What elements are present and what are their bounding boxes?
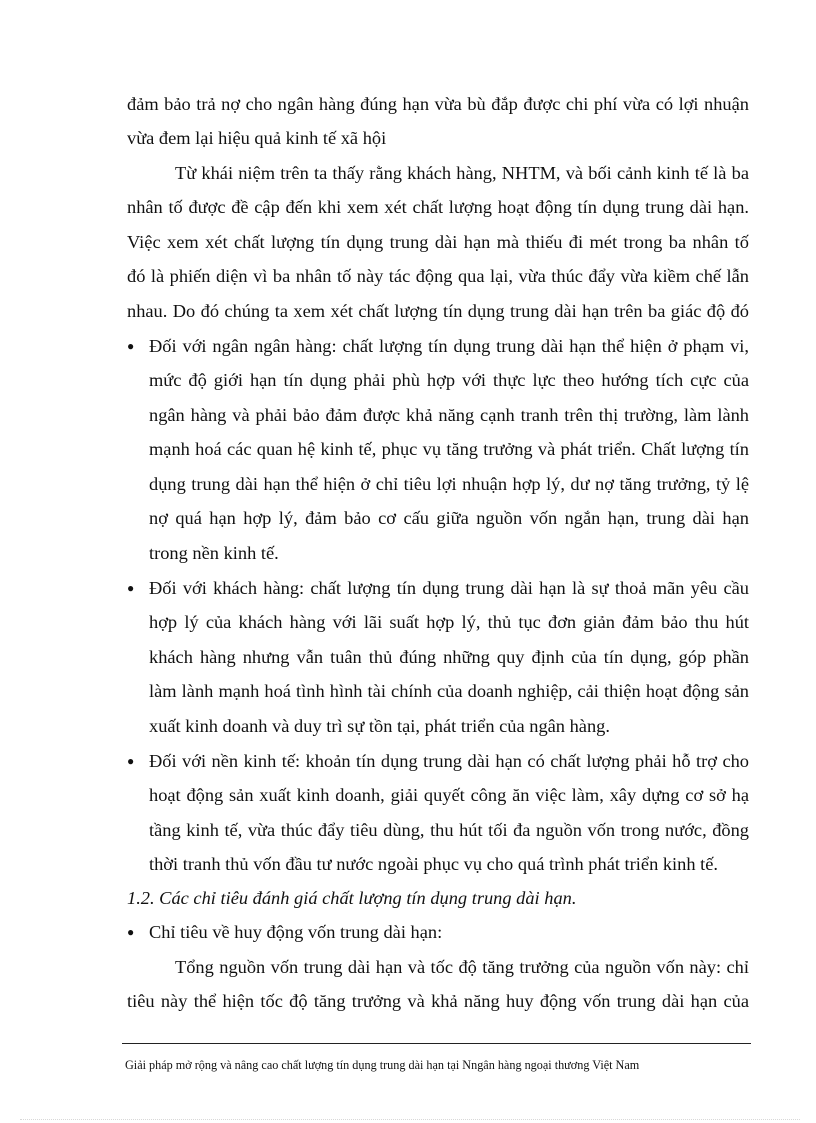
footer-divider (122, 1043, 751, 1044)
bullet-line: trong nền kinh tế. (149, 543, 279, 563)
bullet-line: dụng trung dài hạn thể hiện ở chỉ tiêu lợi nhuận hợp lý, dư nợ tăng trưởng, tỷ lệ (149, 474, 749, 494)
bullet-line: xuất kinh doanh và duy trì sự tồn tại, phát triển của ngân hàng. (149, 716, 610, 736)
paragraph-line: nhau. Do đó chúng ta xem xét chất lượng tín dụng trung dài hạn trên ba giác độ đó (127, 301, 749, 321)
bullet-line: Đối với nền kinh tế: khoản tín dụng trung dài hạn có chất lượng phải hỗ trợ cho (149, 751, 749, 771)
paragraph-line: Việc xem xét chất lượng tín dụng trung dài hạn mà thiếu đi mét trong ba nhân tố (127, 232, 749, 252)
bullet-marker: ● (127, 754, 135, 768)
bullet-line: thời tranh thủ vốn đầu tư nước ngoài phục vụ cho quá trình phát triển kinh tế. (149, 854, 719, 874)
bullet-marker: ● (127, 339, 135, 353)
bullet-marker: ● (127, 581, 135, 595)
paragraph-line: Từ khái niệm trên ta thấy rằng khách hàng, NHTM, và bối cảnh kinh tế là ba (175, 163, 749, 183)
paragraph-line: Tổng nguồn vốn trung dài hạn và tốc độ tăng trưởng của nguồn vốn này: chỉ (175, 957, 749, 977)
bullet-marker: ● (127, 925, 135, 939)
page-edge (20, 1119, 800, 1120)
bullet-line: mức độ giới hạn tín dụng phải phù hợp với thực lực theo hướng tích cực của (149, 370, 749, 390)
bullet-line: Đối với khách hàng: chất lượng tín dụng trung dài hạn là sự thoả mãn yêu cầu (149, 578, 749, 598)
paragraph-line: đảm bảo trả nợ cho ngân hàng đúng hạn vừa bù đắp được chi phí vừa có lợi nhuận (127, 94, 749, 114)
bullet-line: hợp lý của khách hàng với lãi suất hợp lý, thủ tục đơn giản đảm bảo thu hút (149, 612, 749, 632)
paragraph-line: đó là phiến diện vì ba nhân tố này tác động qua lại, vừa thúc đẩy vừa kiềm chế lẫn (127, 266, 749, 286)
paragraph-line: tiêu này thể hiện tốc độ tăng trưởng và khả năng huy động vốn trung dài hạn của (127, 991, 749, 1011)
bullet-line: mạnh hoá các quan hệ kinh tế, phục vụ tăng trưởng và phát triển. Chất lượng tín (149, 439, 749, 459)
bullet-line: làm lành mạnh hoá tình hình tài chính của doanh nghiệp, cải thiện hoạt động sản (149, 681, 749, 701)
sub-bullet-text: Chỉ tiêu về huy động vốn trung dài hạn: (149, 922, 443, 942)
bullet-line: khách hàng nhưng vẫn tuân thủ đúng những quy định của tín dụng, góp phần (149, 647, 749, 667)
paragraph-line: vừa đem lại hiệu quả kinh tế xã hội (127, 128, 387, 148)
bullet-line: Đối với ngân ngân hàng: chất lượng tín dụng trung dài hạn thể hiện ở phạm vi, (149, 336, 749, 356)
bullet-line: hoạt động sản xuất kinh doanh, giải quyết công ăn việc làm, xây dựng cơ sở hạ (149, 785, 749, 805)
section-heading: 1.2. Các chỉ tiêu đánh giá chất lượng tín dụng trung dài hạn. (127, 888, 577, 908)
bullet-line: nợ quá hạn hợp lý, đảm bảo cơ cấu giữa nguồn vốn ngắn hạn, trung dài hạn (149, 508, 749, 528)
bullet-line: tầng kinh tế, vừa thúc đẩy tiêu dùng, thu hút tối đa nguồn vốn trong nước, đồng (149, 820, 749, 840)
paragraph-line: nhân tố được đề cập đến khi xem xét chất lượng hoạt động tín dụng trung dài hạn. (127, 197, 749, 217)
bullet-line: ngân hàng và phải bảo đảm được khả năng cạnh tranh trên thị trường, làm lành (149, 405, 749, 425)
page-footer: Giải pháp mở rộng và nâng cao chất lượng tín dụng trung dài hạn tại Nngân hàng ngoại thương Việt Nam (125, 1058, 640, 1072)
